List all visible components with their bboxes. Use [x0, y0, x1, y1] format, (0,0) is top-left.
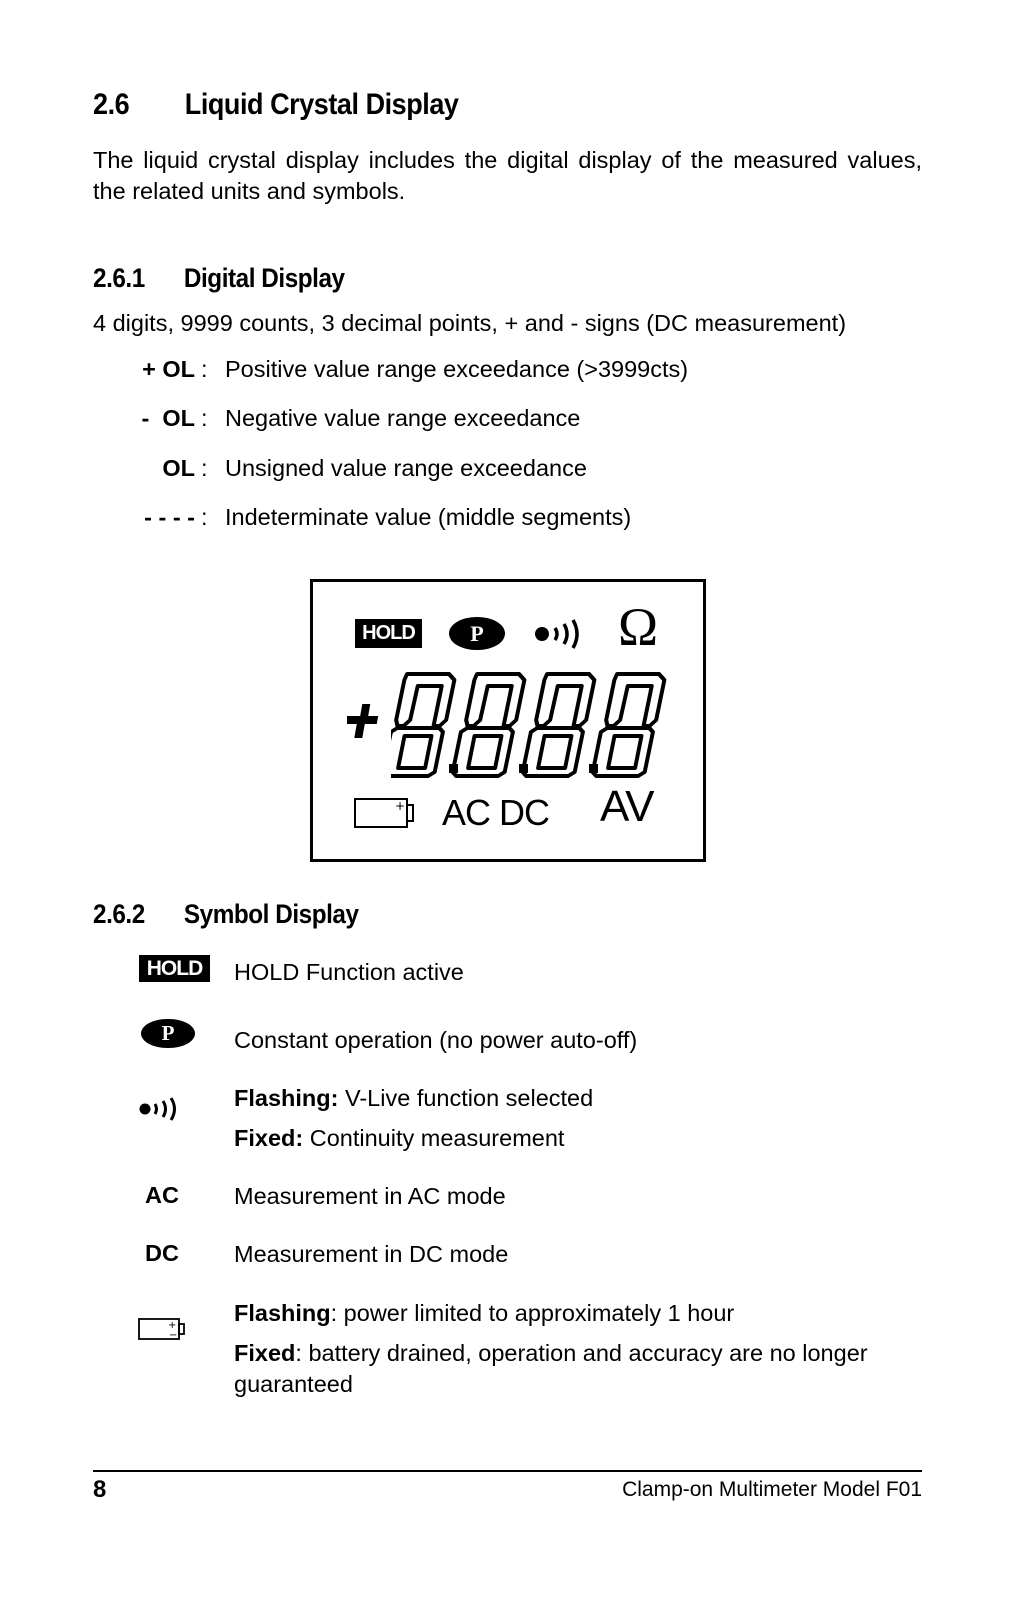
page-number: 8: [93, 1476, 107, 1503]
lcd-av-label: AV: [600, 782, 654, 831]
section-heading: [93, 88, 459, 122]
battery-flashing-desc: [234, 1298, 734, 1329]
continuity-small-icon: [137, 1095, 185, 1123]
ac-label: AC: [145, 1182, 179, 1208]
digital-summary: 4 digits, 9999 counts, 3 decimal points, + and - signs (DC measurement): [93, 310, 847, 336]
subsection-title: Digital Display: [183, 263, 345, 293]
section-intro: The liquid crystal display includes the digital display of the measured values, the related units and symbols.: [93, 147, 922, 204]
footer-model: Clamp-on Multimeter Model F01: [622, 1478, 922, 1501]
svg-text:−: −: [169, 1330, 178, 1341]
subsection-number: 2.6.1: [93, 263, 145, 293]
battery-flashing-text: : power limited to approximately 1 hour: [330, 1300, 735, 1326]
battery-fixed-label: Fixed: [234, 1340, 296, 1366]
ol-desc: Negative value range exceedance: [225, 405, 581, 431]
vlive-flashing-label: Flashing:: [234, 1085, 339, 1111]
hold-indicator: HOLD: [355, 619, 422, 648]
continuity-icon: [533, 616, 597, 652]
lcd-illustration: [310, 579, 706, 862]
dc-label: DC: [145, 1240, 179, 1266]
ac-desc: Measurement in AC mode: [234, 1183, 506, 1209]
p-desc: Constant operation (no power auto-off): [234, 1027, 638, 1053]
ol-colon: :: [201, 504, 208, 530]
ol-colon: :: [201, 356, 208, 382]
seven-segment-digits: [391, 668, 671, 778]
battery-fixed-text: : battery drained, operation and accuracy are no longer guaranteed: [234, 1340, 868, 1397]
subsection-title: Symbol Display: [183, 899, 359, 929]
sign-segment-icon: [347, 700, 383, 740]
lcd-ac-label: AC: [442, 792, 491, 833]
ol-key: - OL: [141, 405, 195, 431]
section-number: 2.6: [93, 88, 130, 121]
svg-text:+: +: [395, 799, 406, 813]
svg-text:+: +: [168, 1320, 177, 1331]
p-icon: P: [141, 1019, 195, 1048]
ol-key: + OL: [142, 356, 195, 382]
vlive-flashing-text: V-Live function selected: [338, 1085, 594, 1111]
vlive-fixed-desc: [234, 1123, 564, 1154]
subsection-heading-symbol: [93, 899, 359, 930]
ohm-symbol: Ω: [618, 597, 659, 657]
hold-desc: HOLD Function active: [234, 959, 464, 985]
section-title: Liquid Crystal Display: [184, 88, 459, 121]
vlive-fixed-label: Fixed:: [234, 1125, 304, 1151]
ol-key: OL: [162, 455, 195, 481]
ol-key: - - - -: [144, 504, 195, 530]
footer-rule: [93, 1470, 922, 1472]
p-indicator: P: [449, 617, 505, 650]
dc-desc: Measurement in DC mode: [234, 1241, 509, 1267]
hold-icon: HOLD: [139, 955, 210, 982]
battery-flashing-label: Flashing: [234, 1300, 331, 1326]
ol-desc: Positive value range exceedance (>3999cts): [225, 356, 689, 382]
ol-desc: Unsigned value range exceedance: [225, 455, 587, 481]
ol-colon: :: [201, 455, 208, 481]
ol-colon: :: [201, 405, 208, 431]
lcd-ac-dc: [442, 792, 549, 834]
ol-desc: Indeterminate value (middle segments): [225, 504, 632, 530]
battery-fixed-desc: [234, 1338, 874, 1400]
lcd-dc-label: DC: [499, 792, 550, 833]
battery-small-icon: [137, 1316, 187, 1342]
battery-icon: [353, 796, 415, 830]
vlive-fixed-text: Continuity measurement: [303, 1125, 565, 1151]
subsection-number: 2.6.2: [93, 899, 145, 929]
subsection-heading-digital: [93, 263, 345, 294]
vlive-flashing-desc: [234, 1083, 593, 1114]
